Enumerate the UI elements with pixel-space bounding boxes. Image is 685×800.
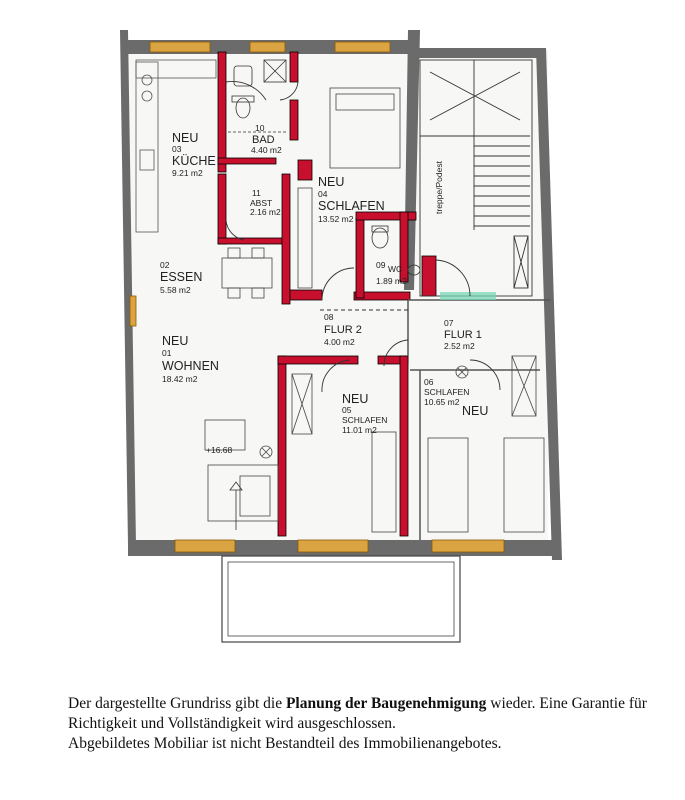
room-number: 11: [252, 188, 261, 198]
room-number: 01: [162, 348, 172, 358]
room-name: BAD: [252, 134, 275, 146]
room-number: 07: [444, 318, 454, 328]
room-area: 2.52 m2: [444, 341, 475, 351]
room-area: 11.01 m2: [342, 425, 377, 435]
room-name: KÜCHE: [172, 154, 216, 168]
room-number: 08: [324, 312, 334, 322]
room-area: 13.52 m2: [318, 214, 354, 224]
room-neu-label: NEU: [162, 334, 189, 348]
room-area: 5.58 m2: [160, 285, 191, 295]
disclaimer-text: [68, 694, 668, 754]
room-area: 9.21 m2: [172, 168, 203, 178]
stair-door-opening: [440, 292, 496, 300]
room-area: 4.00 m2: [324, 337, 355, 347]
room-number: 09: [376, 260, 386, 270]
room-number: 02: [160, 260, 170, 270]
room-area: 10.65 m2: [424, 397, 460, 407]
room-area: 18.42 m2: [162, 374, 198, 384]
room-number: 05: [342, 405, 352, 415]
room-name: SCHLAFEN: [424, 387, 470, 397]
room-name: ABST: [250, 198, 273, 208]
room-neu-label: NEU: [342, 392, 369, 406]
room-name: ESSEN: [160, 270, 203, 284]
room-name: FLUR 1: [444, 329, 482, 341]
room-area: 2.16 m2: [250, 207, 281, 217]
room-name: FLUR 2: [324, 324, 362, 336]
room-neu-label: NEU: [172, 131, 199, 145]
room-name: SCHLAFEN: [342, 415, 388, 425]
room-number: 06: [424, 377, 434, 387]
balcony: [222, 556, 460, 642]
room-name: WOHNEN: [162, 359, 219, 373]
room-number: 03: [172, 144, 182, 154]
room-name: WC: [388, 264, 403, 274]
room-area: 4.40 m2: [251, 145, 282, 155]
room-number: 10: [255, 123, 265, 133]
room-number: 04: [318, 189, 328, 199]
elevation-label: +16.68: [206, 445, 233, 455]
disclaimer-part1: Der dargestellte Grundriss gibt die: [68, 695, 286, 712]
room-area: 1.89 m2: [376, 276, 407, 286]
disclaimer-bold: Planung der Baugenehmigung: [285, 695, 487, 712]
stair-label: treppe/Podest: [434, 161, 444, 214]
disclaimer-line3: Abgebildetes Mobiliar ist nicht Bestandteil des Immobilienangebotes.: [68, 735, 502, 752]
room-neu-label: NEU: [462, 404, 489, 418]
room-neu-label: NEU: [318, 175, 345, 189]
disclaimer-part2: wieder. Eine Garantie für Richtigkeit und Vollständigkeit wird ausgeschlossen.: [68, 695, 647, 732]
room-name: SCHLAFEN: [318, 199, 385, 213]
